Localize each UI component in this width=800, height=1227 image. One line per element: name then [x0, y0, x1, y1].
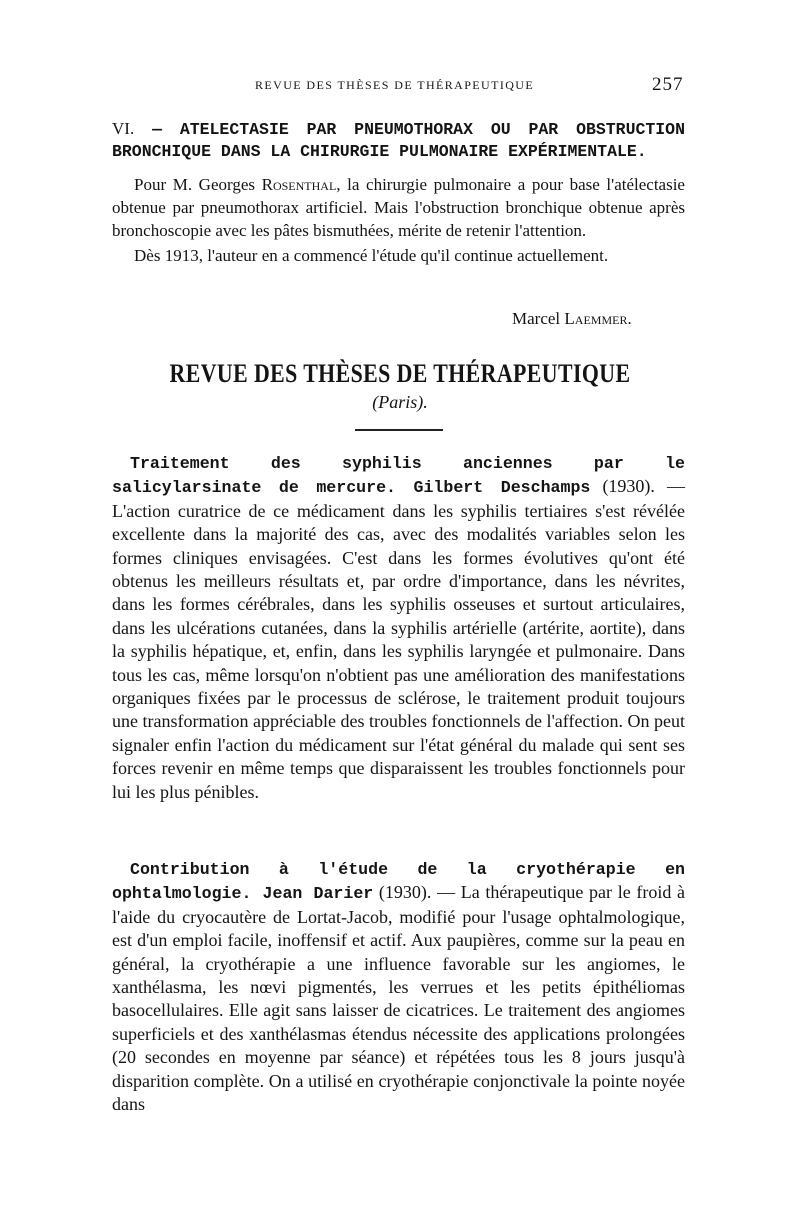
signature-first-name: Marcel [512, 309, 565, 328]
article-number: VI. [112, 119, 135, 138]
entry-2 [112, 857, 685, 1116]
entry-1 [112, 451, 685, 804]
article-vi-paragraph-1 [112, 173, 685, 242]
section-divider [355, 429, 443, 431]
paragraph-text: , la chirurgie pulmonaire a pour base l'atélectasie obtenue par pneumothorax artificiel. Mais l'obstruction bronchique obtenue après bronchoscopie avec les pâtes bismuthées, mérite de retenir l'attention. [112, 175, 685, 240]
entry-paragraph [112, 451, 685, 804]
author-name: Rosenthal [261, 175, 337, 194]
running-head: REVUE DES THÈSES DE THÉRAPEUTIQUE [255, 78, 535, 92]
page-number: 257 [652, 74, 684, 95]
entry-year: (1930). [590, 476, 655, 497]
entry-title: Contribution à l'étude de la cryothérapie en ophtalmologie. Jean Darier [112, 860, 685, 904]
article-vi-heading [112, 118, 685, 163]
signature-last-name: Laemmer. [564, 309, 632, 328]
entry-year: (1930). [373, 882, 432, 903]
entry-title: Traitement des syphilis anciennes par le salicylarsinate de mercure. Gilbert Deschamps [112, 454, 685, 498]
entry-paragraph [112, 857, 685, 1116]
section-title: REVUE DES THÈSES DE THÉRAPEUTIQUE [169, 359, 631, 388]
entry-text: — L'action curatrice de ce médicament dans les syphilis tertiaires s'est révélée excellente dans la majorité des cas, avec des modalités variables selon les formes cliniques envisagées. C'est dans les formes évolutives qu'ont été obtenus les meilleurs résultats et, par ordre d'importance, dans les névrites, dans les formes cérébrales, dans les syphilis osseuses et surtout articulaires, dans les ulcérations cutanées, dans la syphilis artérielle (artérite, aortite), dans la syphilis hépatique, et, enfin, dans les syphilis laryngée et pulmonaire. Dans tous les cas, même lorsqu'on n'obtient pas une amélioration des manifestations organiques fixées par le processus de sclérose, le traitement produit toujours une transformation appréciable des troubles fonctionnels de l'affection. On peut signaler enfin l'action du médicament sur l'état général du malade qui sent ses forces revenir en même temps que disparaissent les troubles fonctionnels pour lui les plus pénibles. [112, 476, 686, 802]
paragraph-text: Pour M. Georges [134, 175, 262, 194]
section-subtitle: (Paris). [372, 392, 428, 412]
article-vi-paragraph-2: Dès 1913, l'auteur en a commencé l'étude qu'il continue actuellement. [134, 246, 609, 265]
article-vi [112, 118, 685, 267]
entry-text: — La thérapeutique par le froid à l'aide du cryocautère de Lortat-Jacob, modifié pour l'usage ophtalmologique, est d'un emploi facile, inoffensif et actif. Aux paupières, comme sur la peau en général, la cryothérapie a une influence favorable sur les angiomes, le xanthélasma, les nœvi pigmentés, les verrues et les petits épithéliomas basocellulaires. Elle agit sans laisser de cicatrices. Le traitement des angiomes superficiels et des xanthélasmas étendus nécessite des applications prolongées (20 secondes en moyenne par séance) et répétées tous les 8 jours jusqu'à disparition complète. On a utilisé en cryothérapie conjonctivale la pointe noyée dans [112, 882, 686, 1115]
article-title: — ATELECTASIE PAR PNEUMOTHORAX OU PAR OBSTRUCTION BRONCHIQUE DANS LA CHIRURGIE PULMONAIRE EXPÉRIMENTALE. [112, 120, 685, 161]
signature [512, 309, 632, 329]
